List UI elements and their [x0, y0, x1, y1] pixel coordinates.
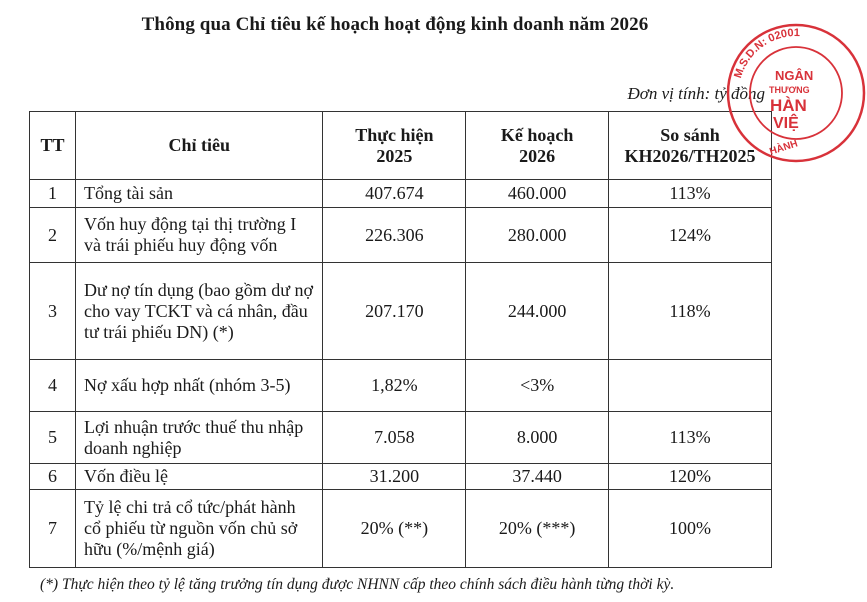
row-compare: 120% — [609, 464, 772, 490]
table-row — [30, 263, 772, 360]
table-row — [30, 412, 772, 464]
seal-line-4: VIỆ — [773, 115, 799, 132]
row-number: 6 — [30, 464, 76, 490]
row-compare: 100% — [609, 490, 772, 568]
seal-bottom-text: HÀNH — [768, 138, 800, 158]
row-number: 3 — [30, 263, 76, 360]
table-row — [30, 490, 772, 568]
row-actual: 1,82% — [323, 360, 466, 412]
table-row — [30, 180, 772, 208]
business-plan-table — [29, 111, 772, 568]
seal-line-2: THƯƠNG — [769, 85, 810, 95]
seal-line-3: HÀN — [770, 96, 807, 115]
footnote: (*) Thực hiện theo tỷ lệ tăng trưởng tín dụng được NHNN cấp theo chính sách điều hành từng thời kỳ. — [40, 576, 675, 593]
row-actual: 7.058 — [323, 412, 466, 464]
unit-label: Đơn vị tính: tỷ đồng — [627, 84, 765, 103]
row-actual: 407.674 — [323, 180, 466, 208]
row-indicator: Vốn điều lệ — [75, 464, 323, 490]
seal-ring-text: M.S.D.N: 02001 — [732, 26, 800, 80]
page-title: Thông qua Chỉ tiêu kế hoạch hoạt động kinh doanh năm 2026 — [141, 14, 649, 35]
row-actual: 31.200 — [323, 464, 466, 490]
row-indicator: Vốn huy động tại thị trường I và trái phiếu huy động vốn — [75, 208, 323, 263]
row-compare: 113% — [609, 412, 772, 464]
row-plan: 8.000 — [466, 412, 609, 464]
row-plan: 244.000 — [466, 263, 609, 360]
row-compare: 118% — [609, 263, 772, 360]
header-plan-2026: Kế hoạch 2026 — [466, 112, 609, 180]
row-plan: <3% — [466, 360, 609, 412]
row-actual: 226.306 — [323, 208, 466, 263]
row-number: 2 — [30, 208, 76, 263]
row-compare: 124% — [609, 208, 772, 263]
row-number: 1 — [30, 180, 76, 208]
row-number: 5 — [30, 412, 76, 464]
row-indicator: Tổng tài sản — [75, 180, 323, 208]
row-number: 4 — [30, 360, 76, 412]
row-indicator: Lợi nhuận trước thuế thu nhập doanh nghiệp — [75, 412, 323, 464]
row-actual: 207.170 — [323, 263, 466, 360]
row-compare: 113% — [609, 180, 772, 208]
header-actual-2025: Thực hiện 2025 — [323, 112, 466, 180]
seal-line-1: NGÂN — [775, 68, 814, 83]
company-seal-stamp — [725, 22, 867, 164]
row-indicator: Tỷ lệ chi trả cổ tức/phát hành cổ phiếu từ nguồn vốn chủ sở hữu (%/mệnh giá) — [75, 490, 323, 568]
table-header-row — [30, 112, 772, 180]
row-actual: 20% (**) — [323, 490, 466, 568]
row-plan: 460.000 — [466, 180, 609, 208]
row-plan: 280.000 — [466, 208, 609, 263]
header-tt: TT — [30, 112, 76, 180]
row-plan: 37.440 — [466, 464, 609, 490]
row-compare — [609, 360, 772, 412]
header-indicator: Chỉ tiêu — [75, 112, 323, 180]
table-row — [30, 464, 772, 490]
row-indicator: Dư nợ tín dụng (bao gồm dư nợ cho vay TCKT và cá nhân, đầu tư trái phiếu DN) (*) — [75, 263, 323, 360]
header-compare: So sánh KH2026/TH2025 — [609, 112, 772, 180]
row-indicator: Nợ xấu hợp nhất (nhóm 3-5) — [75, 360, 323, 412]
row-number: 7 — [30, 490, 76, 568]
row-plan: 20% (***) — [466, 490, 609, 568]
table-row — [30, 360, 772, 412]
table-row — [30, 208, 772, 263]
